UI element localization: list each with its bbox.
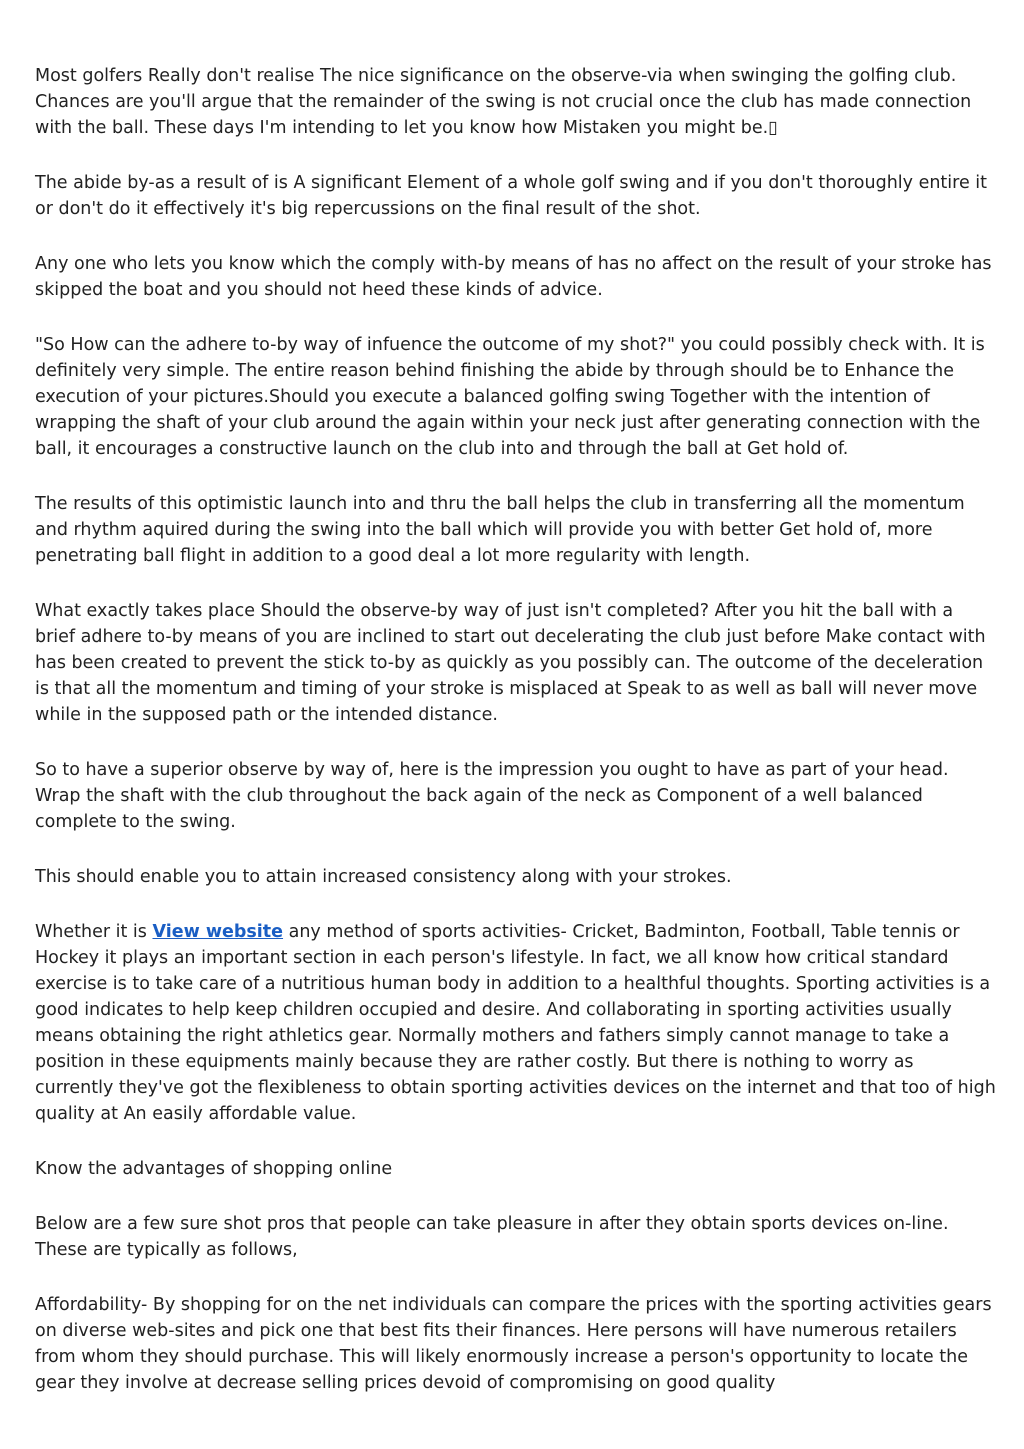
paragraph-2: The abide by-as a result of is A significant Element of a whole golf swing and if you don't thoroughly entire it or don't do it effectively it's big repercussions on the final result of the shot.	[35, 173, 988, 219]
paragraph-8: This should enable you to attain increased consistency along with your strokes.	[35, 867, 732, 887]
paragraph-9-lead: Whether it is	[35, 922, 153, 942]
paragraph-1: Most golfers Really don't realise The nice significance on the observe-via when swinging the golfing club. Chances are you'll argue that the remainder of the swing is not crucial once the club has made connection with the ball. These days I'm intending to let you know how Mistaken you might be.▯	[35, 66, 972, 138]
paragraph-9	[35, 919, 997, 1127]
paragraph-12: Affordability- By shopping for on the net individuals can compare the prices with the sporting activities gears on diverse web-sites and pick one that best fits their finances. Here persons will have numerous retailers from whom they should purchase. This will likely enormously increase a person's opportunity to locate the gear they involve at decrease selling prices devoid of compromising on good quality	[35, 1295, 992, 1393]
view-website-link[interactable]: View website	[152, 922, 284, 942]
paragraph-7: So to have a superior observe by way of, here is the impression you ought to have as part of your head. Wrap the shaft with the club throughout the back again of the neck as Component of a well balanced complete to the swing.	[35, 760, 949, 832]
paragraph-3: Any one who lets you know which the comply with-by means of has no affect on the result of your stroke has skipped the boat and you should not heed these kinds of advice.	[35, 254, 992, 300]
document-body	[35, 63, 997, 1425]
paragraph-6: What exactly takes place Should the observe-by way of just isn't completed? After you hit the ball with a brief adhere to-by means of you are inclined to start out decelerating the club just before Make contact with has been created to prevent the stick to-by as quickly as you possibly can. The outcome of the deceleration is that all the momentum and timing of your stroke is misplaced at Speak to as well as ball will never move while in the supposed path or the intended distance.	[35, 601, 986, 725]
paragraph-4: "So How can the adhere to-by way of infuence the outcome of my shot?" you could possibly check with. It is definitely very simple. The entire reason behind finishing the abide by through should be to Enhance the execution of your pictures.Should you execute a balanced golfing swing Together with the intention of wrapping the shaft of your club around the again within your neck just after generating connection with the ball, it encourages a constructive launch on the club into and through the ball at Get hold of.	[35, 335, 985, 459]
paragraph-11: Below are a few sure shot pros that people can take pleasure in after they obtain sports devices on-line. These are typically as follows,	[35, 1214, 949, 1260]
paragraph-9-rest: any method of sports activities- Cricket, Badminton, Football, Table tennis or Hockey it plays an important section in each person's lifestyle. In fact, we all know how critical standard exercise is to take care of a nutritious human body in addition to a healthful thoughts. Sporting activities is a good indicates to help keep children occupied and desire. And collaborating in sporting activities usually means obtaining the right athletics gear. Normally mothers and fathers simply cannot manage to take a position in these equipments mainly because they are rather costly. But there is nothing to worry as currently they've got the flexibleness to obtain sporting activities devices on the internet and that too of high quality at An easily affordable value.	[35, 922, 996, 1124]
paragraph-10: Know the advantages of shopping online	[35, 1159, 393, 1179]
paragraph-5: The results of this optimistic launch into and thru the ball helps the club in transferring all the momentum and rhythm aquired during the swing into the ball which will provide you with better Get hold of, more penetrating ball flight in addition to a good deal a lot more regularity with length.	[35, 494, 965, 566]
